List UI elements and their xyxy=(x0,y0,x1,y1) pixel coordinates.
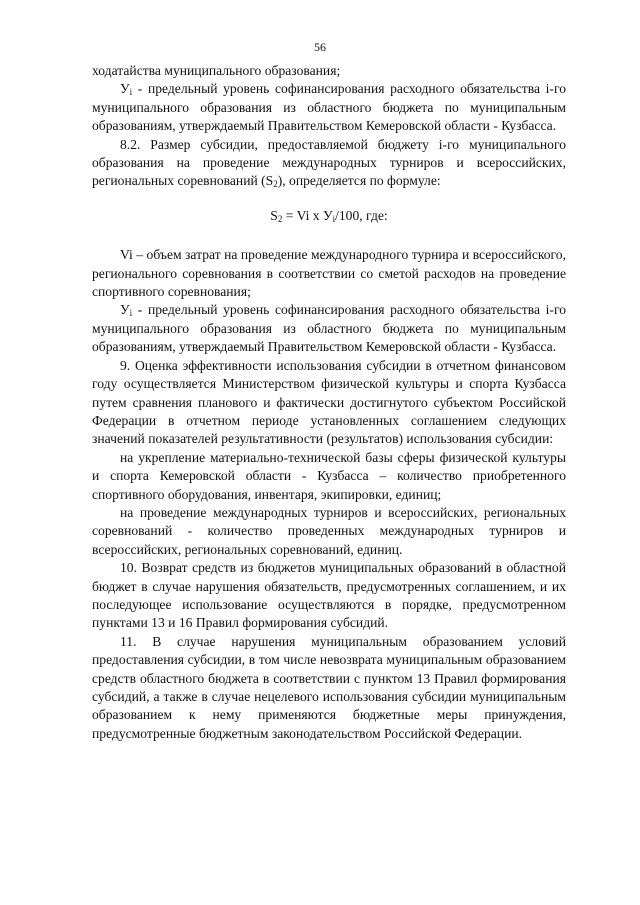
document-body xyxy=(92,62,566,743)
paragraph: $У_i$ - предельный уровень софинансирования расходного обязательства i-го муниципального образования из областного бюджета по муниципальным образованиям, утверждаемый Правительством Кемеровской области - Кузбасса. xyxy=(92,302,566,355)
formula: $S_2 = Vi$ х $У_i/100$, где: xyxy=(270,207,388,224)
paragraph: 8.2. Размер субсидии, предоставляемой бюджету i-го муниципального образования на проведение международных турниров и всероссийских, региональных соревнований $(S_2)$, определяется по формуле: xyxy=(92,136,566,190)
paragraph: 9. Оценка эффективности использования субсидии в отчетном финансовом году осуществляется Министерством физической культуры и спорта Кузбасса путем сравнения планового и фактически достигнутого субъектом Российской Федерации в отчетном периоде установленных соглашением следующих значений показателей результативности (результатов) использования субсидии: xyxy=(92,357,566,447)
paragraph: 11. В случае нарушения муниципальным образованием условий предоставления субсидии, в том числе невозврата муниципальным образованием средств областного бюджета в соответствии с пунктом 13 Правил формирования субсидий, а также в случае нецелевого использования субсидии муниципальным образованием к нему применяются бюджетные меры принуждения, предусмотренные бюджетным законодательством Российской Федерации. xyxy=(92,633,566,741)
paragraph: Vi – объем затрат на проведение международного турнира и всероссийского, регионального соревнования в соответствии со сметой расходов на проведение спортивного соревнования; xyxy=(92,247,566,300)
page-number: 56 xyxy=(314,40,326,54)
paragraph: 10. Возврат средств из бюджетов муниципальных образований в областной бюджет в случае нарушения обязательств, предусмотренных соглашением, и их последующее использование осуществляются в порядке, предусмотренном пунктами 13 и 16 Правил формирования субсидий. xyxy=(92,560,566,631)
paragraph: на проведение международных турниров и всероссийских, региональных соревнований - количество проведенных международных турниров и всероссийских, региональных соревнований, единиц. xyxy=(92,504,566,557)
paragraph: на укрепление материально-технической базы сферы физической культуры и спорта Кемеровской области - Кузбасса – количество приобретенного спортивного оборудования, инвентаря, экипировки, единиц; xyxy=(92,449,566,502)
paragraph: $У_i$ - предельный уровень софинансирования расходного обязательства i-го муниципального образования из областного бюджета по муниципальным образованиям, утверждаемый Правительством Кемеровской области - Кузбасса. xyxy=(92,81,566,134)
paragraph: ходатайства муниципального образования; xyxy=(92,63,341,78)
